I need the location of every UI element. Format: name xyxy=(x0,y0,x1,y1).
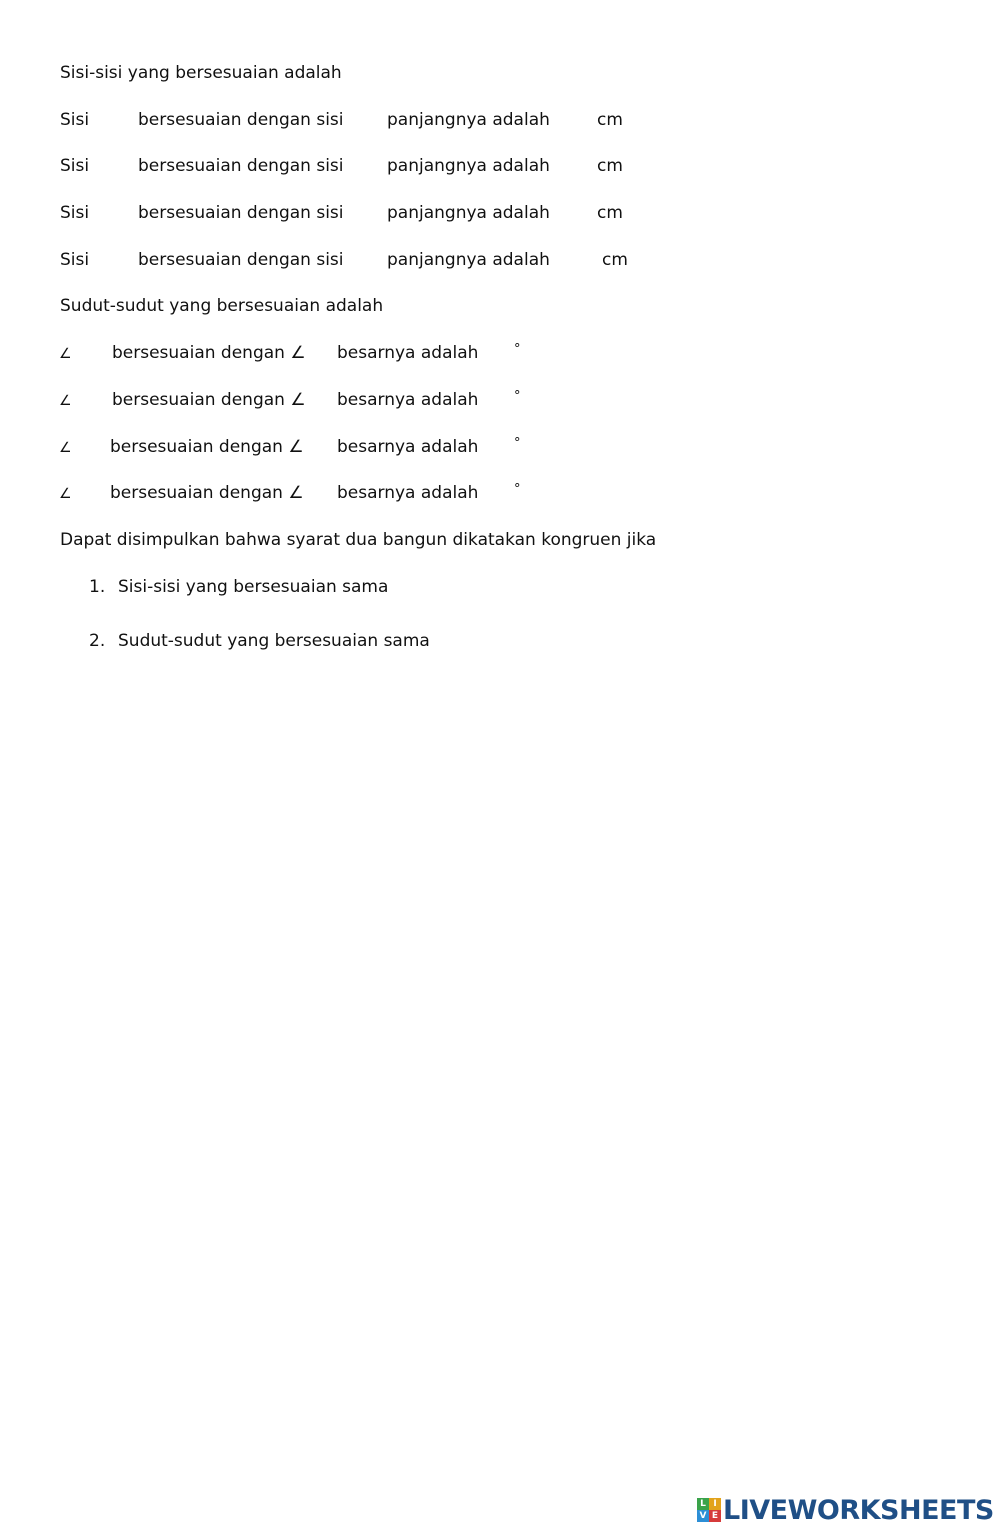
length-label: panjangnya adalah xyxy=(387,156,550,176)
logo-mark-letter: V xyxy=(697,1510,709,1522)
corresponds-label: bersesuaian dengan sisi xyxy=(138,110,344,130)
measure-label: besarnya adalah xyxy=(337,483,479,503)
conclusion-heading: Dapat disimpulkan bahwa syarat dua bangun dikatakan kongruen jika xyxy=(60,530,657,550)
corresponds-label: bersesuaian dengan sisi xyxy=(138,203,344,223)
list-number: 1. xyxy=(89,577,106,597)
degree-symbol: ° xyxy=(514,436,521,451)
corresponds-label: bersesuaian dengan ∠ xyxy=(112,343,306,363)
list-text: Sudut-sudut yang bersesuaian sama xyxy=(118,631,430,651)
measure-label: besarnya adalah xyxy=(337,343,479,363)
logo-mark-letter: L xyxy=(697,1498,709,1510)
degree-symbol: ° xyxy=(514,482,521,497)
corresponds-label: bersesuaian dengan ∠ xyxy=(112,390,306,410)
side-label: Sisi xyxy=(60,156,90,176)
unit-cm: cm xyxy=(597,203,623,223)
angle-symbol: ∠ xyxy=(59,393,72,409)
length-label: panjangnya adalah xyxy=(387,203,550,223)
sides-heading: Sisi-sisi yang bersesuaian adalah xyxy=(60,63,342,83)
unit-cm: cm xyxy=(602,250,628,270)
side-label: Sisi xyxy=(60,250,90,270)
unit-cm: cm xyxy=(597,156,623,176)
angles-heading: Sudut-sudut yang bersesuaian adalah xyxy=(60,296,384,316)
measure-label: besarnya adalah xyxy=(337,390,479,410)
logo-mark-letter: E xyxy=(709,1510,721,1522)
corresponds-label: bersesuaian dengan sisi xyxy=(138,156,344,176)
length-label: panjangnya adalah xyxy=(387,250,550,270)
logo-mark-letter: I xyxy=(709,1498,721,1510)
liveworksheets-logo xyxy=(697,1494,994,1526)
unit-cm: cm xyxy=(597,110,623,130)
logo-mark-icon xyxy=(697,1498,721,1522)
side-label: Sisi xyxy=(60,203,90,223)
angle-symbol: ∠ xyxy=(59,346,72,362)
angle-symbol: ∠ xyxy=(59,486,72,502)
list-text: Sisi-sisi yang bersesuaian sama xyxy=(118,577,389,597)
corresponds-label: bersesuaian dengan ∠ xyxy=(110,437,304,457)
side-label: Sisi xyxy=(60,110,90,130)
degree-symbol: ° xyxy=(514,389,521,404)
degree-symbol: ° xyxy=(514,342,521,357)
length-label: panjangnya adalah xyxy=(387,110,550,130)
list-number: 2. xyxy=(89,631,106,651)
logo-text: LIVEWORKSHEETS xyxy=(723,1494,994,1526)
corresponds-label: bersesuaian dengan ∠ xyxy=(110,483,304,503)
angle-symbol: ∠ xyxy=(59,440,72,456)
corresponds-label: bersesuaian dengan sisi xyxy=(138,250,344,270)
measure-label: besarnya adalah xyxy=(337,437,479,457)
